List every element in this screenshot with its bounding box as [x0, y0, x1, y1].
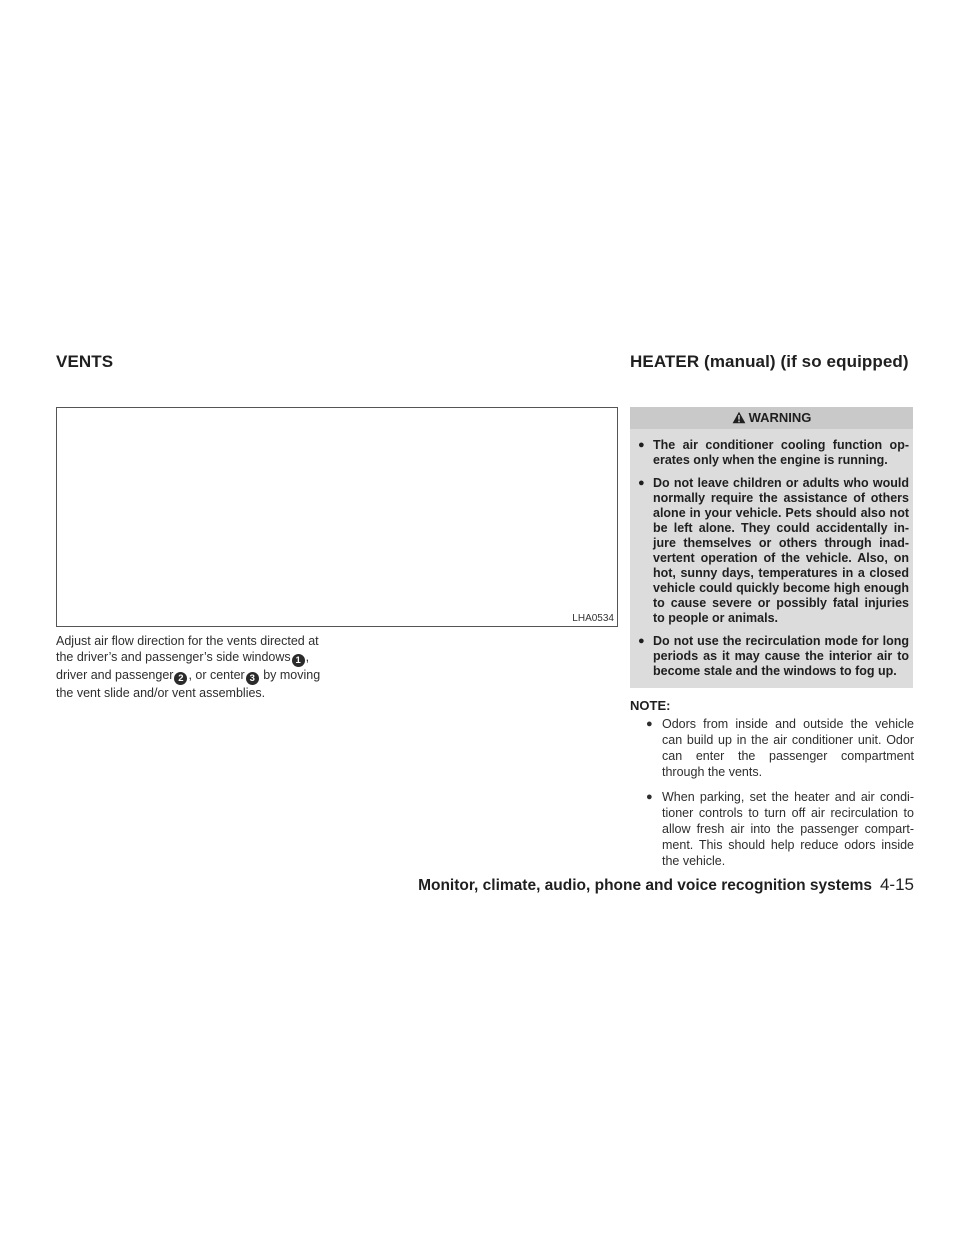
vents-paragraph — [56, 633, 326, 701]
warning-triangle-icon — [732, 411, 746, 424]
section-title-heater: HEATER (manual) (if so equipped) — [630, 352, 909, 371]
vents-text-1: Adjust air flow direction for the vents directed at the driver’s and passenger’s side windows — [56, 634, 319, 664]
note-item: ● Odors from inside and outside the vehicle can build up in the air conditioner unit. Odor can enter the passenger compartment through the vents. — [646, 716, 914, 780]
vents-text-3: , or center — [188, 668, 245, 682]
callout-2-icon: 2 — [174, 672, 187, 685]
warning-header — [630, 407, 913, 429]
vents-text-2: , driver and passenger — [56, 650, 310, 682]
warning-title: WARNING — [748, 410, 812, 425]
warning-list — [630, 429, 913, 679]
vents-text-4: by moving the vent slide and/or vent assemblies. — [56, 668, 321, 700]
warning-item: ● Do not use the recirculation mode for long periods as it may cause the interior air to become stale and the windows to fog up. — [638, 634, 909, 679]
figure-id: LHA0534 — [572, 613, 614, 624]
warning-item: ● Do not leave children or adults who would normally require the assistance of others alone in your vehicle. Pets should also not be left alone. They could accidentally in- jure themselves or others through inad- vertent operation of the vehicle. Also, on hot, sunny days, temperatures in a closed vehicle could quickly become high enough to cause severe or possibly fatal injuries to people or animals. — [638, 476, 909, 626]
section-title-vents: VENTS — [56, 352, 114, 371]
page-number: 4-15 — [879, 875, 914, 894]
note-label: NOTE: — [630, 698, 671, 713]
callout-1-icon: 1 — [292, 654, 305, 667]
note-list — [646, 716, 914, 878]
page-footer — [418, 875, 914, 895]
note-item: ● When parking, set the heater and air condi- tioner controls to turn off air recirculation to allow fresh air into the passenger compart- ment. This should help reduce odors inside the vehicle. — [646, 789, 914, 869]
callout-3-icon: 3 — [246, 672, 259, 685]
footer-chapter: Monitor, climate, audio, phone and voice recognition systems — [418, 877, 872, 894]
warning-item: ● The air conditioner cooling function op- erates only when the engine is running. — [638, 438, 909, 468]
vents-figure — [56, 407, 618, 627]
warning-box — [630, 407, 913, 688]
